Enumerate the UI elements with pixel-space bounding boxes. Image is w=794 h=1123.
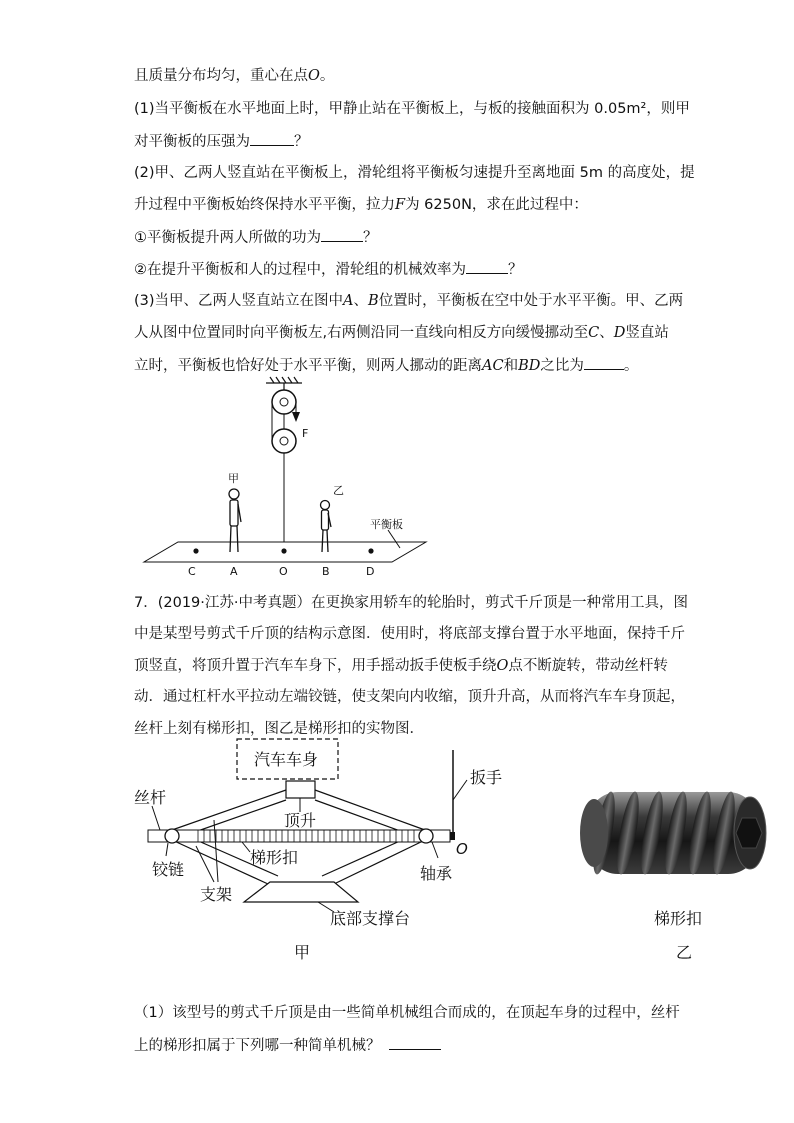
q7-line4: 动．通过杠杆水平拉动左端铰链，使支架向内收缩，顶升升高，从而将汽车车身顶起， <box>134 689 685 705</box>
q6-part3-line2: 人从图中位置同时向平衡板左,右两侧沿同一直线向相反方向缓慢挪动至C、D竖直站 <box>134 325 669 341</box>
bracket-leader-1 <box>196 846 214 882</box>
photo-label: 梯形扣 <box>654 909 703 928</box>
q6-part2-line1: (2)甲、乙两人竖直站在平衡板上，滑轮组将平衡板匀速提升至离地面 5m 的高度处，提 <box>134 165 695 181</box>
q7-line5: 丝杆上刻有梯形扣，图乙是梯形扣的实物图． <box>134 721 424 737</box>
q6-part1-line2: 对平衡板的压强为 ？ <box>134 131 309 152</box>
hinge-label: 铰链 <box>152 860 185 879</box>
jack-top-plate <box>286 781 315 798</box>
bearing-leader <box>432 842 438 858</box>
car-body-label: 汽车车身 <box>254 750 319 769</box>
screw-rod <box>148 830 450 842</box>
bearing-label: 轴承 <box>420 864 453 883</box>
board-label: 平衡板 <box>370 518 403 531</box>
jack-top-label: 顶升 <box>284 811 317 830</box>
point-label-c: C <box>188 565 196 578</box>
base-label: 底部支撑台 <box>330 909 411 928</box>
q6-part2-line2: 升过程中平衡板始终保持水平平衡，拉力F为 6250N，求在此过程中： <box>134 197 588 213</box>
q6-part3-line3: 立时，平衡板也恰好处于水平平衡，则两人挪动的距离AC和BD之比为 。 <box>134 355 638 376</box>
q7-sub1-line2: 上的梯形扣属于下列哪一种简单机械？ <box>134 1035 441 1056</box>
caption-yi: 乙 <box>676 943 693 962</box>
bracket-label: 支架 <box>200 885 233 904</box>
q6-intro-line: 且质量分布均匀，重心在点O。 <box>134 68 335 84</box>
base-platform <box>244 882 358 902</box>
bearing-joint <box>419 829 433 843</box>
thread-leader <box>242 842 250 852</box>
q6-part1-line1: (1)当平衡板在水平地面上时，甲静止站在平衡板上，与板的接触面积为 0.05m²，则甲 <box>134 101 690 117</box>
caption-jia: 甲 <box>294 943 311 962</box>
q7-line1: 7．(2019·江苏·中考真题）在更换家用轿车的轮胎时，剪式千斤顶是一种常用工具，图 <box>134 595 688 611</box>
screw-rod-label: 丝杆 <box>134 788 167 807</box>
o-label: O <box>456 840 468 858</box>
force-label: F <box>302 427 309 440</box>
person-yi-label: 乙 <box>333 484 344 497</box>
wrench-label: 扳手 <box>470 768 503 787</box>
q7-sub1-line1: （1）该型号的剪式千斤顶是由一些简单机械组合而成的，在顶起车身的过程中，丝杆 <box>134 1005 680 1021</box>
bracket-leader-2 <box>214 820 218 882</box>
q7-line2: 中是某型号剪式千斤顶的结构示意图．使用时，将底部支撑台置于水平地面，保持千斤 <box>134 626 685 642</box>
q6-part2-q2: ②在提升平衡板和人的过程中，滑轮组的机械效率为 ？ <box>134 259 523 280</box>
q6-part2-q1: ①平衡板提升两人所做的功为 ？ <box>134 227 378 248</box>
screw-rod-leader <box>152 806 160 830</box>
point-label-d: D <box>366 565 375 578</box>
q6-part3-line1: (3)当甲、乙两人竖直站立在图中A、B位置时，平衡板在空中处于水平平衡。甲、乙两 <box>134 293 684 309</box>
answer-blank[interactable] <box>389 1035 441 1050</box>
point-label-b: B <box>322 565 330 578</box>
q7-line3: 顶竖直，将顶升置于汽车车身下，用手摇动扳手使板手绕O点不断旋转，带动丝杆转 <box>134 658 668 674</box>
person-jia-label: 甲 <box>228 472 239 485</box>
hinge-joint <box>165 829 179 843</box>
hinge-leader <box>166 843 168 856</box>
thread-label: 梯形扣 <box>250 848 299 867</box>
wrench-leader <box>453 780 467 800</box>
thread-photo <box>580 790 766 876</box>
point-label-o: O <box>279 565 288 578</box>
point-label-a: A <box>230 565 238 578</box>
